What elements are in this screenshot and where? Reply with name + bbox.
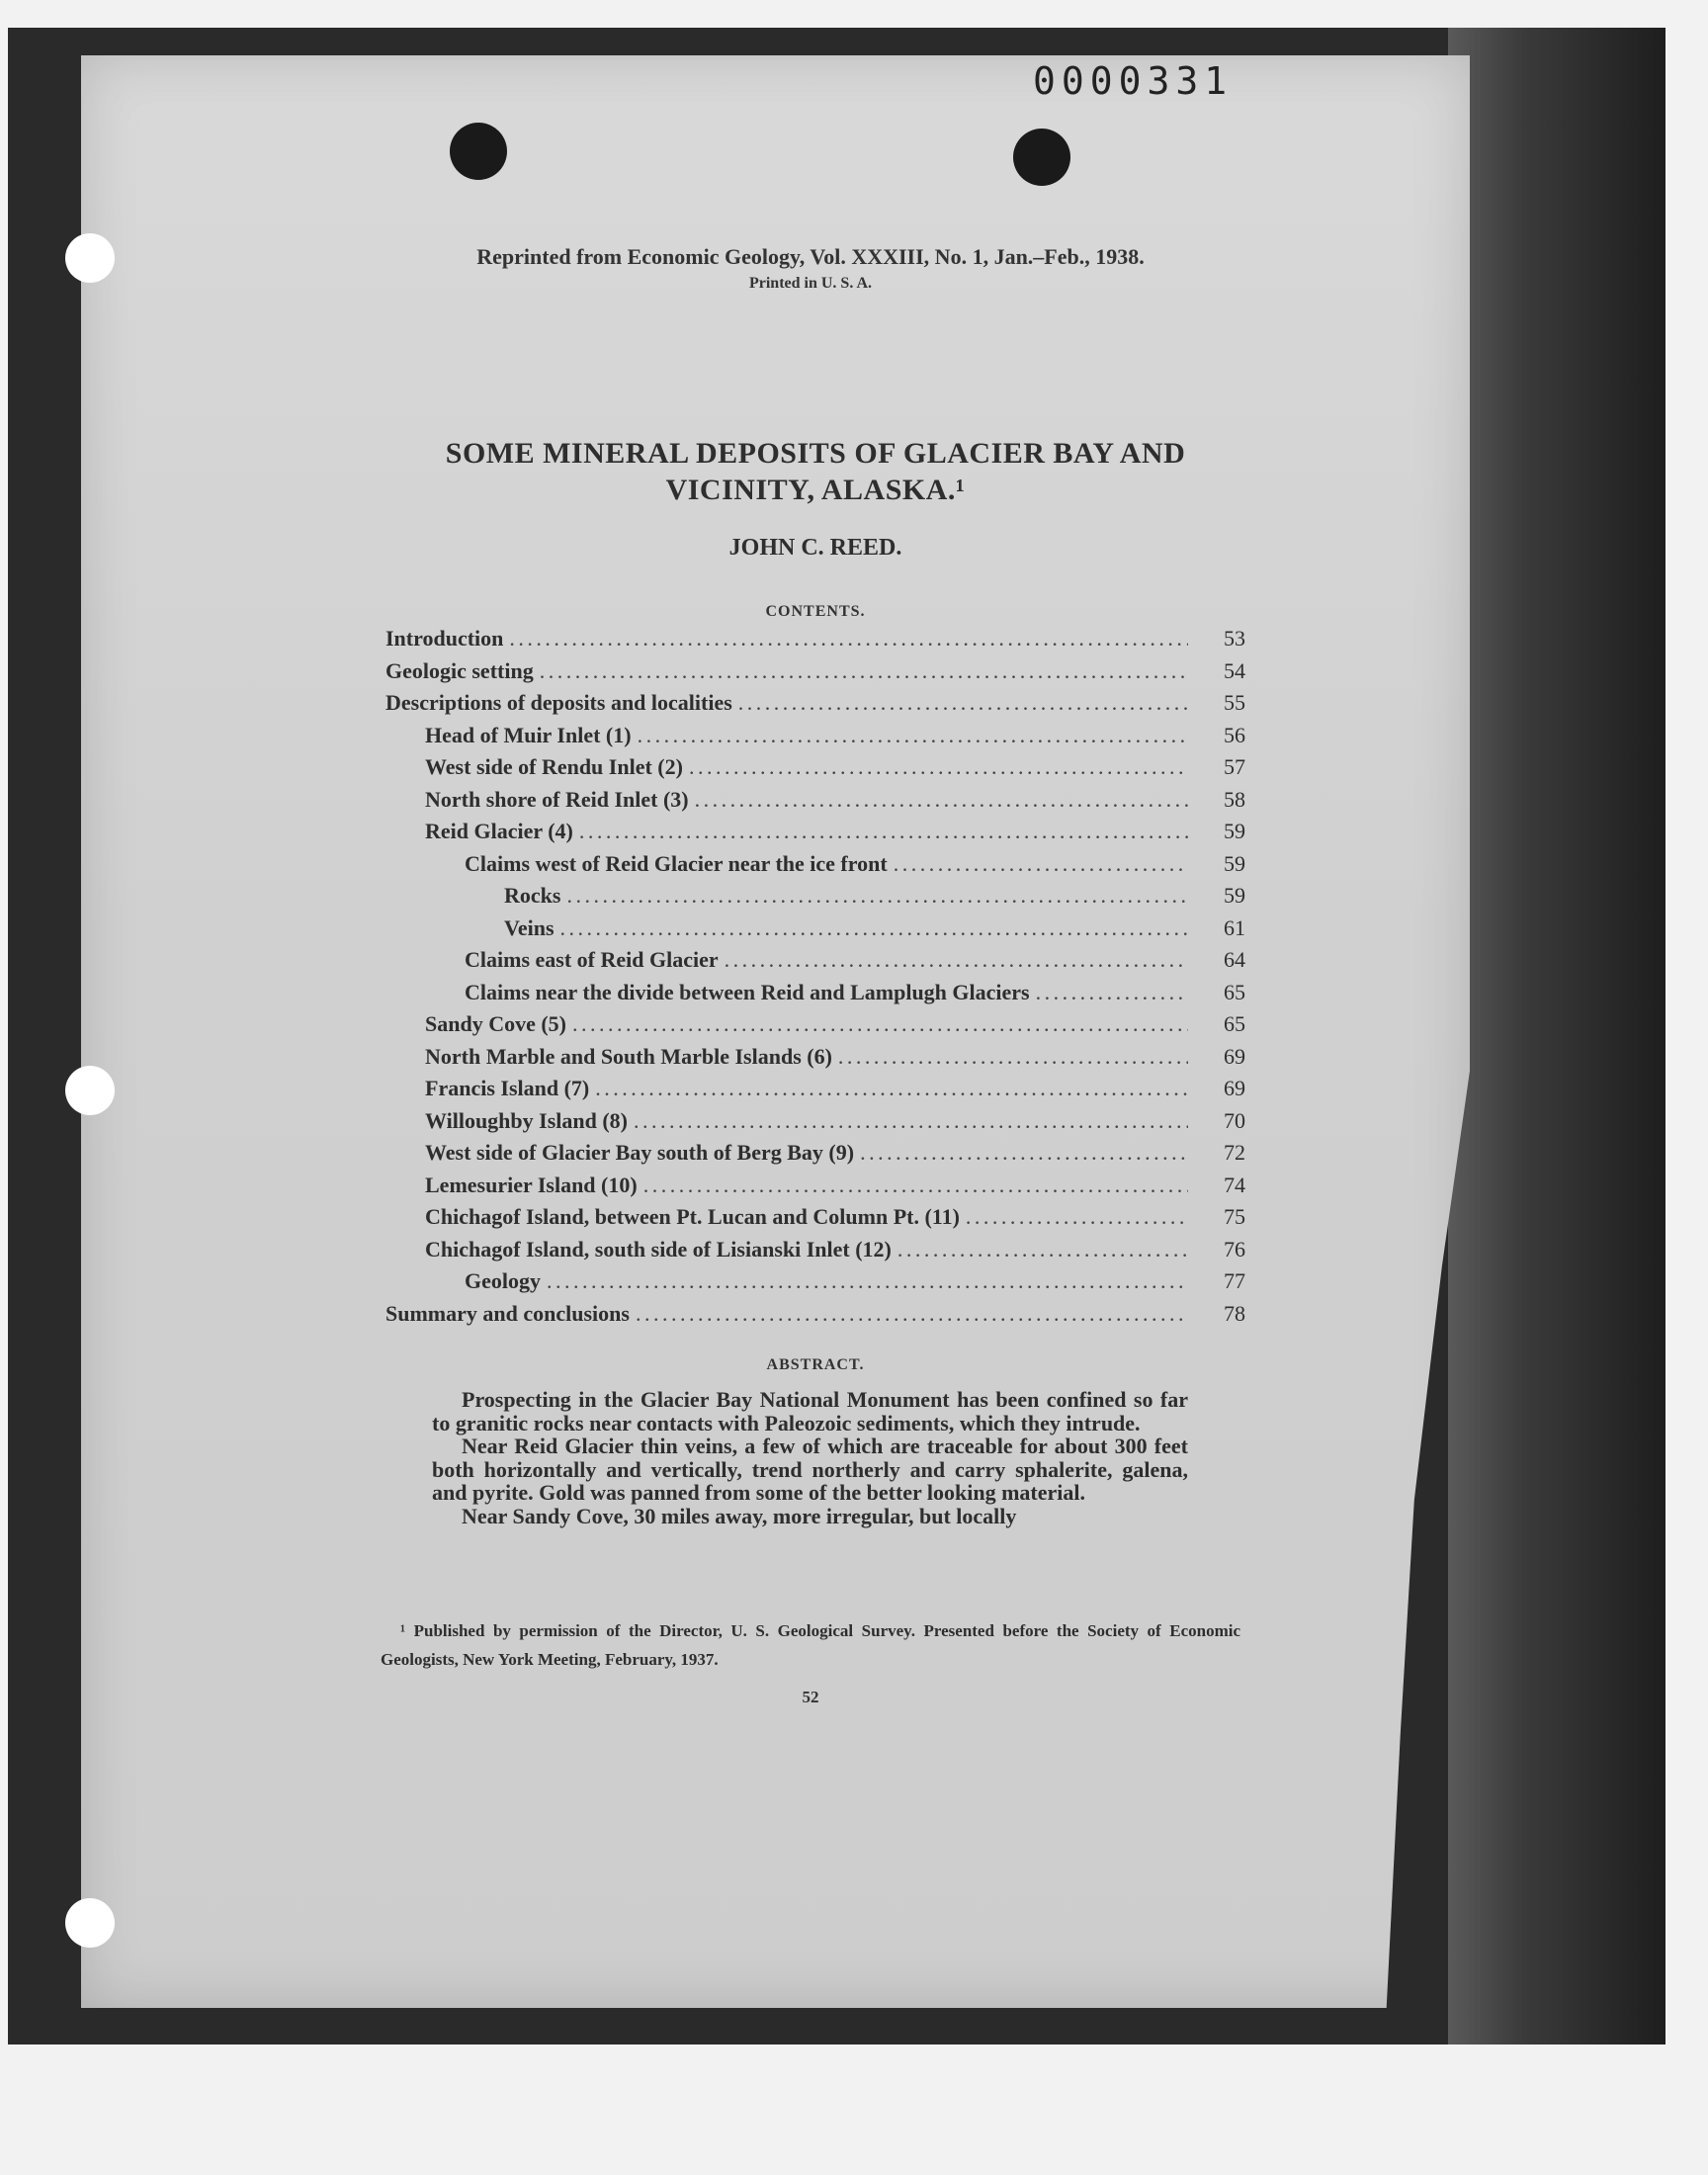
article-author: JOHN C. REED. [728,535,902,561]
toc-entry-page: 55 [1224,690,1245,715]
toc-leader-dots [572,1011,1188,1037]
punch-hole-bottom [65,1898,115,1948]
toc-entry-page: 70 [1224,1107,1245,1133]
printed-line: Printed in U. S. A. [748,275,872,292]
toc-leader-dots [643,1173,1188,1198]
toc-entry [385,1076,1245,1108]
toc-leader-dots [695,787,1188,813]
toc-leader-dots [595,1076,1188,1101]
toc-leader-dots [540,658,1188,684]
toc-leader-dots [638,723,1188,748]
stamp-number: 0000331 [1033,59,1234,103]
toc-entry [385,947,1245,980]
toc-entry-label: Francis Island (7) [425,1076,590,1100]
toc-entry-page: 54 [1224,657,1245,683]
toc-leader-dots [579,819,1188,844]
toc-leader-dots [1036,980,1188,1005]
toc-entry-label: Veins [504,914,555,940]
toc-entry [385,1301,1245,1334]
toc-entry [385,690,1245,723]
toc-entry-page: 76 [1224,1236,1245,1262]
toc-entry-label: Chichagof Island, between Pt. Lucan and Column Pt. (11) [425,1204,960,1229]
toc-entry [385,883,1245,915]
toc-entry-label: Lemesurier Island (10) [425,1172,638,1197]
toc-entry [385,626,1245,658]
toc-leader-dots [838,1044,1188,1070]
toc-leader-dots [738,690,1188,716]
toc-entry-label: Sandy Cove (5) [425,1011,567,1036]
toc-leader-dots [689,754,1188,780]
toc-entry [385,658,1245,691]
article-title: SOME MINERAL DEPOSITS OF GLACIER BAY AND VICINITY, ALASKA.¹ [445,437,1186,506]
toc-entry [385,1237,1245,1269]
toc-entry-label: North shore of Reid Inlet (3) [425,786,689,812]
toc-entry [385,1268,1245,1301]
footnote: ¹ Published by permission of the Director, U. S. Geological Survey. Presented before the Society of Economic Geologists, New York Meeting, February, 1937. [381,1621,1240,1669]
toc-entry-label: Descriptions of deposits and localities [385,690,732,715]
toc-entry [385,1204,1245,1237]
toc-entry-page: 75 [1224,1204,1245,1229]
toc-entry [385,1011,1245,1044]
abstract-paragraph: Near Reid Glacier thin veins, a few of which are traceable for about 300 feet both horizontally and vertically, trend northerly and carry sphalerite, galena, and pyrite. Gold was panned from some of the better looking material. [432,1434,1188,1505]
toc-entry [385,1108,1245,1141]
toc-entry-label: West side of Glacier Bay south of Berg Bay (9) [425,1140,855,1165]
toc-entry [385,980,1245,1012]
toc-entry-page: 61 [1224,914,1245,940]
toc-entry-label: Summary and conclusions [385,1300,630,1326]
toc-entry-label: Willoughby Island (8) [425,1107,629,1133]
toc-entry [385,915,1245,948]
toc-entry-page: 69 [1224,1076,1245,1100]
page-number: 52 [802,1688,819,1706]
toc-entry [385,819,1245,851]
table-of-contents [385,626,1245,1333]
ink-blot-right [1013,129,1070,186]
toc-leader-dots [566,883,1188,909]
toc-entry-page: 77 [1224,1268,1245,1293]
toc-leader-dots [725,947,1188,973]
abstract-heading: ABSTRACT. [766,1356,865,1373]
toc-entry-label: Chichagof Island, south side of Lisianski Inlet (12) [425,1236,892,1262]
toc-entry-label: North Marble and South Marble Islands (6) [425,1043,832,1069]
toc-entry [385,1173,1245,1205]
toc-entry [385,754,1245,787]
toc-entry-page: 65 [1224,1011,1245,1036]
toc-entry-page: 59 [1224,850,1245,876]
abstract-paragraph: Near Sandy Cove, 30 miles away, more irregular, but locally [462,1503,1017,1528]
toc-entry [385,851,1245,884]
toc-entry-label: Rocks [504,883,561,908]
toc-entry-page: 65 [1224,979,1245,1004]
scan-shadow-band [1448,28,1665,2044]
ink-blot-left [450,123,507,180]
toc-leader-dots [897,1237,1188,1262]
toc-leader-dots [860,1140,1188,1166]
toc-entry-page: 59 [1224,819,1245,843]
toc-entry-page: 53 [1224,626,1245,651]
reprint-line: Reprinted from Economic Geology, Vol. XXXIII, No. 1, Jan.–Feb., 1938. [476,244,1145,269]
toc-entry [385,723,1245,755]
punch-hole-top [65,233,115,283]
toc-entry-page: 58 [1224,786,1245,812]
toc-entry-label: Reid Glacier (4) [425,819,573,843]
toc-entry-label: Claims west of Reid Glacier near the ice front [465,850,888,876]
toc-entry-page: 64 [1224,947,1245,972]
toc-entry-label: Claims east of Reid Glacier [465,947,719,972]
toc-leader-dots [634,1108,1188,1134]
toc-entry [385,1140,1245,1173]
toc-entry-page: 69 [1224,1043,1245,1069]
toc-entry-page: 72 [1224,1140,1245,1165]
punch-hole-middle [65,1066,115,1115]
toc-entry-page: 57 [1224,754,1245,779]
toc-entry-page: 59 [1224,883,1245,908]
toc-entry-label: West side of Rendu Inlet (2) [425,754,683,779]
toc-entry-label: Geology [465,1268,541,1293]
toc-entry-page: 78 [1224,1300,1245,1326]
toc-leader-dots [966,1204,1188,1230]
toc-entry [385,787,1245,820]
toc-leader-dots [636,1301,1188,1327]
toc-leader-dots [547,1268,1188,1294]
abstract-body [432,1388,1188,1527]
toc-entry-label: Claims near the divide between Reid and Lamplugh Glaciers [465,979,1030,1004]
contents-heading: CONTENTS. [765,603,866,620]
toc-entry-label: Head of Muir Inlet (1) [425,722,632,747]
toc-entry-label: Geologic setting [385,657,534,683]
toc-leader-dots [509,626,1188,652]
toc-entry-label: Introduction [385,626,504,651]
abstract-paragraph: Prospecting in the Glacier Bay National Monument has been confined so far to granitic rocks near contacts with Paleozoic sediments, which they intrude. [432,1387,1188,1436]
toc-entry-page: 56 [1224,722,1245,747]
toc-leader-dots [894,851,1188,877]
toc-entry [385,1044,1245,1077]
toc-entry-page: 74 [1224,1172,1245,1197]
toc-leader-dots [560,915,1188,941]
